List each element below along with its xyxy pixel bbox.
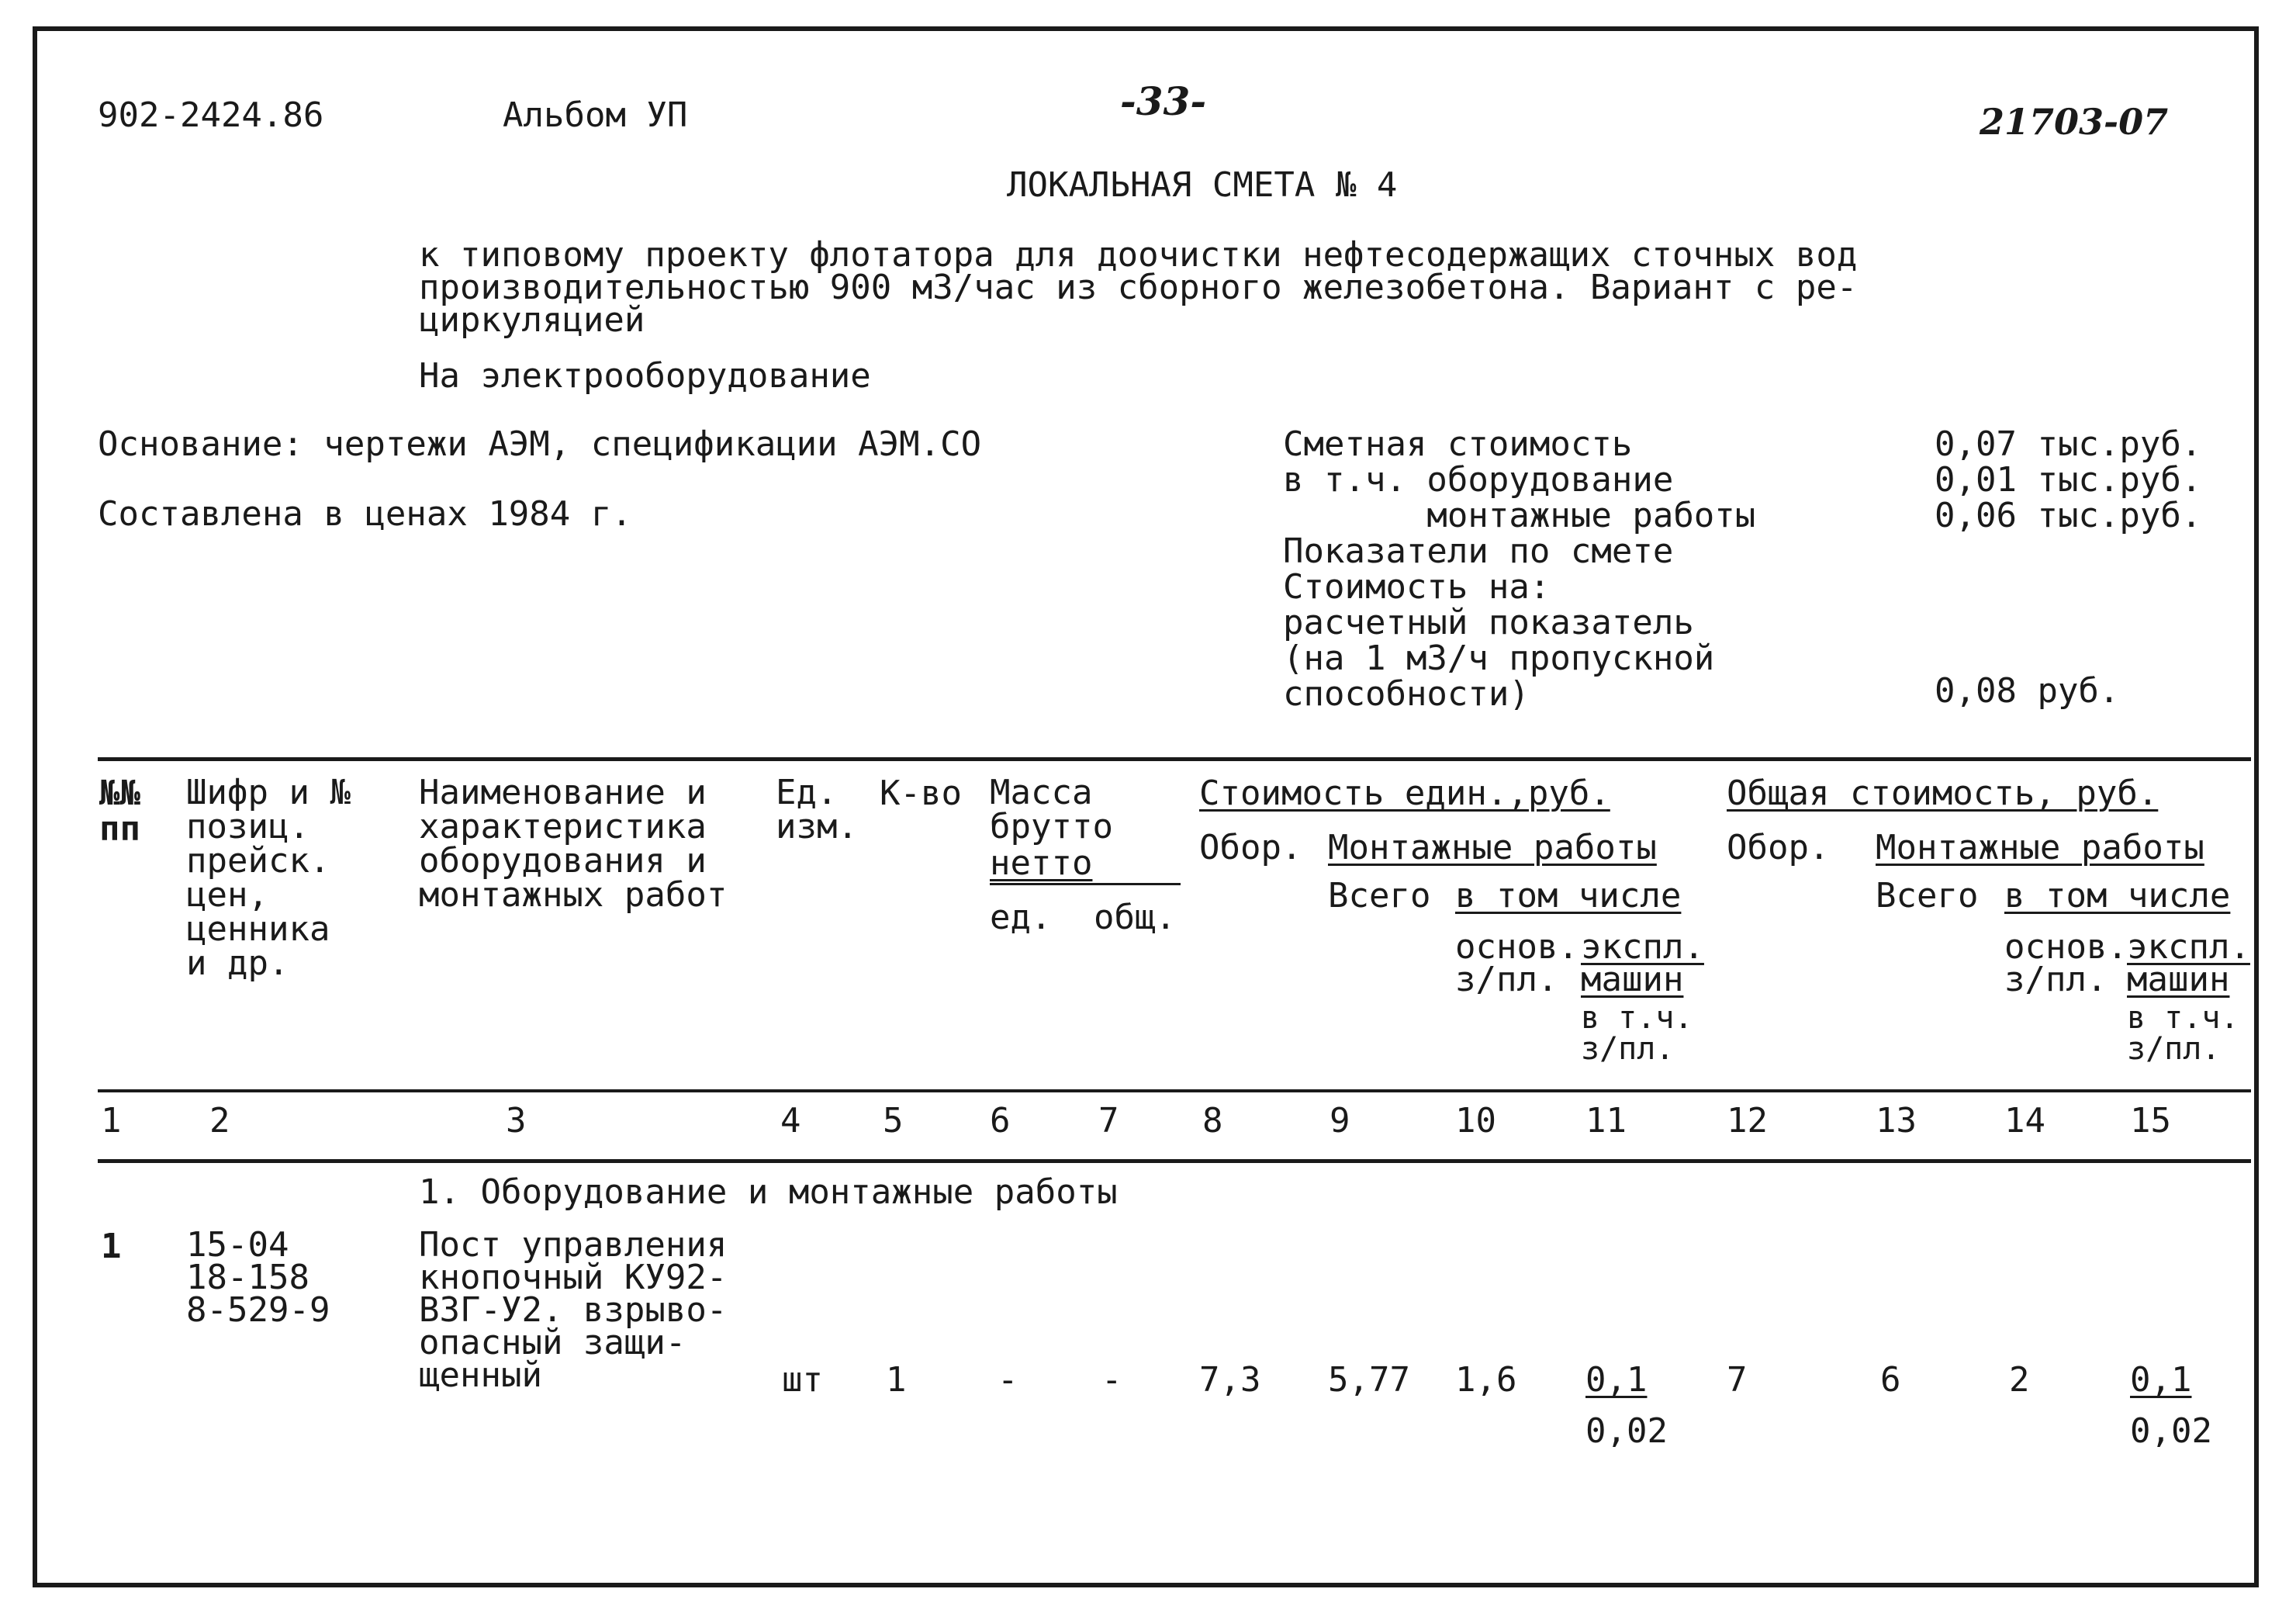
row-total-machines: 0,1 <box>2130 1360 2192 1400</box>
col-number: 12 <box>1727 1101 1768 1141</box>
col-header-total-install: Монтажные работы <box>1876 828 2204 867</box>
col-header-mass-brutto: Масса брутто <box>990 773 1113 846</box>
col-number: 2 <box>209 1101 230 1141</box>
col-header-total-equip: Обор. <box>1727 828 1830 867</box>
table-top-rule <box>98 757 2251 761</box>
estimate-basis: Основание: чертежи АЭМ, спецификации АЭМ.СО <box>98 424 982 464</box>
col-header-unit-cost: Стоимость един.,руб. <box>1199 774 1610 813</box>
col-header-total-cost: Общая стоимость, руб. <box>1727 774 2159 813</box>
col-number: 3 <box>506 1101 527 1141</box>
col-number: 14 <box>2004 1101 2045 1141</box>
row-unit: шт <box>782 1360 823 1400</box>
row-unit-equip: 7,3 <box>1199 1360 1261 1400</box>
col-number: 11 <box>1585 1101 1627 1141</box>
col-header-mass-total: общ. <box>1094 898 1176 937</box>
col-header-total-all: Всего <box>1876 876 1979 916</box>
summary-installation: 0,06 тыс.руб. <box>1935 496 2202 535</box>
col-header-total-machines: экспл. машин <box>2127 927 2250 999</box>
col-number: 4 <box>780 1101 801 1141</box>
col-header-unit-machines-wage: в т.ч. з/пл. <box>1581 1000 1693 1067</box>
inventory-number: 21703-07 <box>1980 101 2169 143</box>
price-base: Составлена в ценах 1984 г. <box>98 494 632 534</box>
col-header-total-incl: в том числе <box>2004 876 2231 916</box>
row-name: Пост управления кнопочный КУ92- ВЗГ-У2. взрыво- опасный защи- щенный <box>419 1225 728 1395</box>
mass-netto-rule <box>990 883 1181 885</box>
summary-equipment: 0,01 тыс.руб. <box>1935 460 2202 500</box>
col-header-unit: Ед. изм. <box>776 773 858 846</box>
row-num: 1 <box>101 1227 122 1266</box>
row-unit-machines: 0,1 <box>1585 1360 1648 1400</box>
col-header-name: Наименование и характеристика оборудования и монтажных работ <box>419 773 728 915</box>
summary-labels: Сметная стоимость в т.ч. оборудование монтажные работы Показатели по смете Стоимость на: расчетный показатель (на 1 м3/ч пропускной способности) <box>1283 424 1756 714</box>
row-unit-install: 5,77 <box>1328 1360 1410 1400</box>
col-header-unit-install: Монтажные работы <box>1328 828 1657 867</box>
page-number: -33- <box>1120 78 1207 124</box>
row-unit-wage: 1,6 <box>1455 1360 1517 1400</box>
row-total-install: 6 <box>1880 1360 1901 1400</box>
album-label: Альбом УП <box>503 95 688 135</box>
col-number: 5 <box>883 1101 904 1141</box>
col-header-num: №№ пп <box>99 774 140 849</box>
col-header-unit-incl: в том числе <box>1455 876 1682 916</box>
row-qty: 1 <box>886 1360 907 1400</box>
row-total-machines-wage: 0,02 <box>2130 1411 2212 1451</box>
section-title: 1. Оборудование и монтажные работы <box>419 1172 1118 1212</box>
summary-indicator: 0,08 руб. <box>1935 671 2120 711</box>
table-columns-rule <box>98 1159 2251 1163</box>
col-header-code: Шифр и № позиц. прейск. цен, ценника и др. <box>186 773 351 983</box>
col-number: 6 <box>990 1101 1011 1141</box>
col-header-qty: К-во <box>880 774 962 813</box>
row-code: 15-04 18-158 8-529-9 <box>186 1225 330 1330</box>
col-header-mass-netto: нетто <box>990 843 1093 883</box>
col-header-mass-unit: ед. <box>990 898 1052 937</box>
estimate-subject: На электрооборудование <box>419 356 871 396</box>
col-number: 1 <box>101 1101 122 1141</box>
col-number: 15 <box>2130 1101 2171 1141</box>
row-unit-machines-wage: 0,02 <box>1585 1411 1668 1451</box>
row-total-wage: 2 <box>2009 1360 2030 1400</box>
col-number: 7 <box>1098 1101 1119 1141</box>
row-total-equip: 7 <box>1727 1360 1748 1400</box>
row-mass-total: - <box>1101 1360 1122 1400</box>
col-header-unit-wage: основ. з/пл. <box>1455 927 1578 999</box>
col-header-unit-machines: экспл. машин <box>1581 927 1704 999</box>
document-title: ЛОКАЛЬНАЯ СМЕТА № 4 <box>1007 165 1398 205</box>
col-header-total-machines-wage: в т.ч. з/пл. <box>2127 1000 2239 1067</box>
col-number: 9 <box>1330 1101 1350 1141</box>
row-mass-unit: - <box>998 1360 1018 1400</box>
col-header-unit-all: Всего <box>1328 876 1431 916</box>
table-header-rule <box>98 1089 2251 1092</box>
col-number: 10 <box>1455 1101 1496 1141</box>
document-code: 902-2424.86 <box>98 95 324 135</box>
col-number: 13 <box>1876 1101 1917 1141</box>
col-header-unit-equip: Обор. <box>1199 828 1302 867</box>
col-header-total-wage: основ. з/пл. <box>2004 927 2128 999</box>
summary-total: 0,07 тыс.руб. <box>1935 424 2202 464</box>
project-description: к типовому проекту флотатора для доочистки нефтесодержащих сточных вод производительностью 900 м3/час из сборного железобетона. Вариант с ре- циркуляцией <box>419 235 1858 340</box>
col-number: 8 <box>1202 1101 1223 1141</box>
